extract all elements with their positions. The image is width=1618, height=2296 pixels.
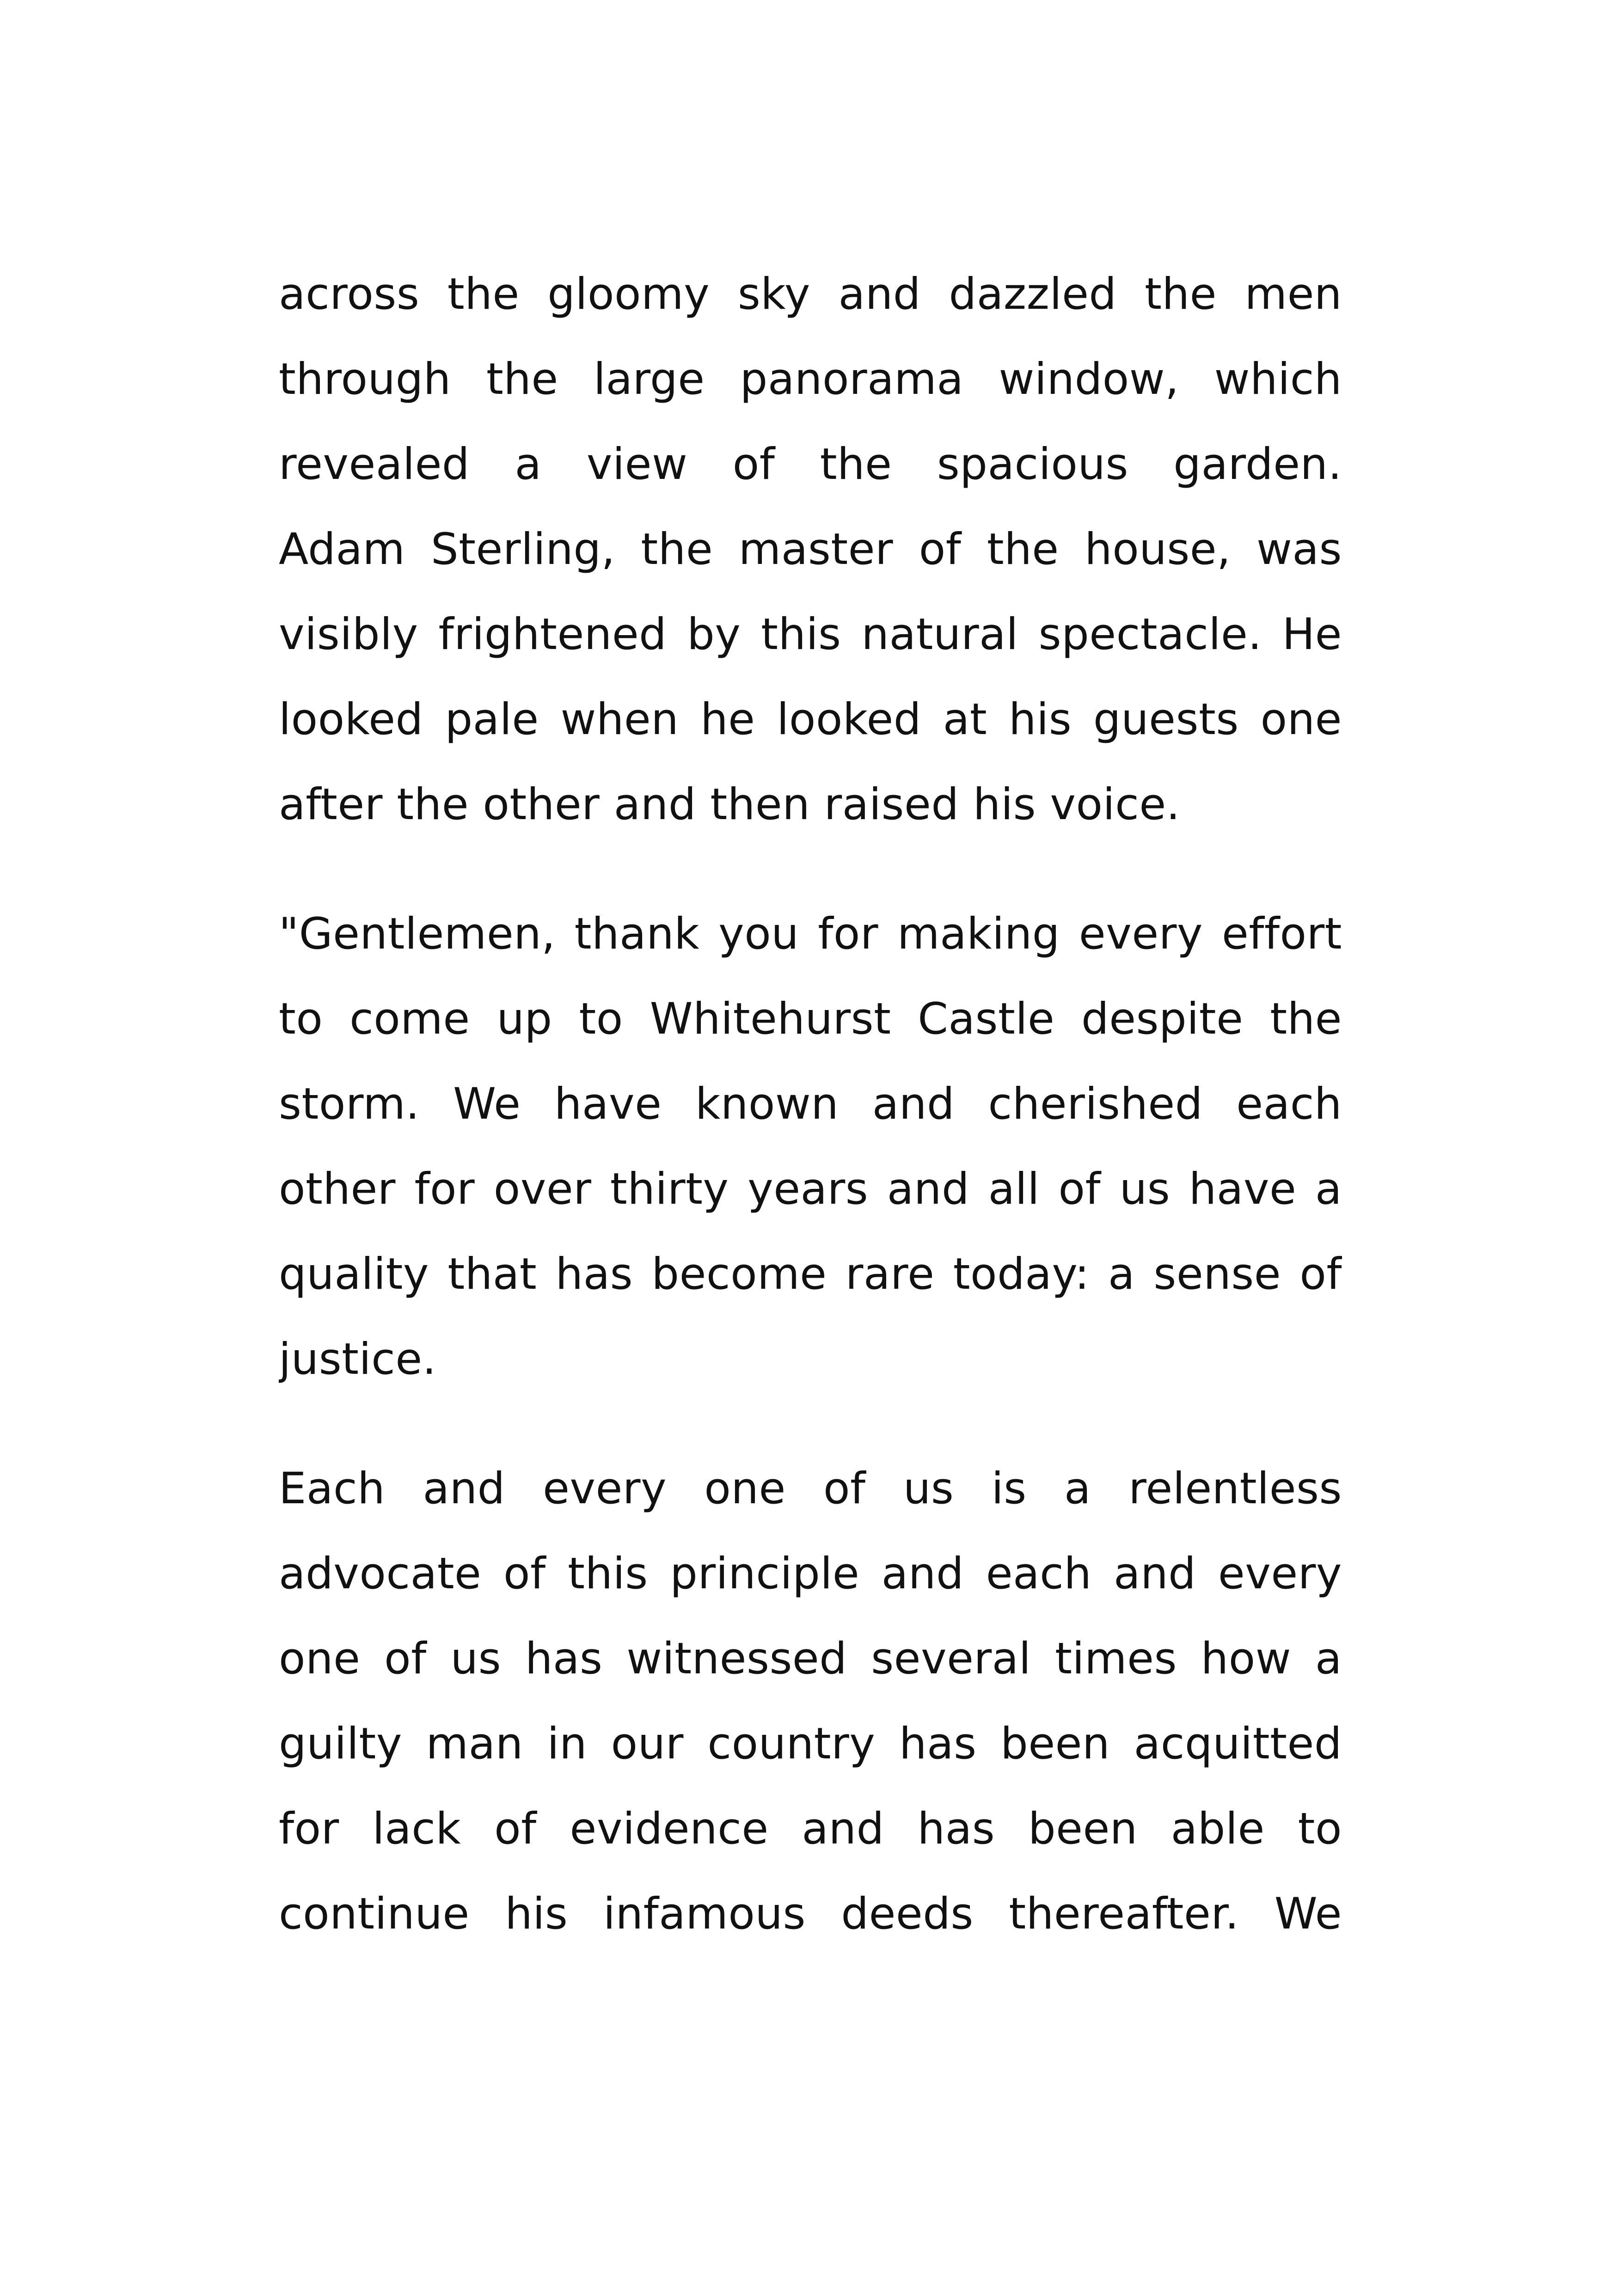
text-line: Adam Sterling, the master of the house, was — [279, 524, 1342, 575]
paragraph-2 — [279, 892, 1342, 1402]
text-line: one of us has witnessed several times how a — [279, 1634, 1342, 1684]
text-line: advocate of this principle and each and every — [279, 1549, 1342, 1599]
text-line: visibly frightened by this natural spectacle. He — [279, 609, 1342, 660]
text-line: "Gentlemen, thank you for making every effort — [279, 909, 1342, 959]
text-line: looked pale when he looked at his guests one — [279, 694, 1342, 745]
paragraph-1 — [279, 252, 1342, 847]
text-line: after the other and then raised his voice. — [279, 779, 1181, 830]
text-line: Each and every one of us is a relentless — [279, 1463, 1342, 1514]
text-line: revealed a view of the spacious garden. — [279, 439, 1342, 490]
text-line: to come up to Whitehurst Castle despite the — [279, 994, 1342, 1044]
text-line: other for over thirty years and all of us have a — [279, 1164, 1342, 1214]
text-line: justice. — [279, 1334, 437, 1384]
body-text — [279, 252, 1342, 2001]
text-line: guilty man in our country has been acquitted — [279, 1719, 1342, 1769]
paragraph-3 — [279, 1446, 1342, 1957]
text-line: quality that has become rare today: a sense of — [279, 1249, 1342, 1299]
text-line: storm. We have known and cherished each — [279, 1079, 1342, 1129]
text-line: continue his infamous deeds thereafter. We — [279, 1889, 1342, 1939]
text-line: for lack of evidence and has been able to — [279, 1804, 1342, 1854]
text-line: through the large panorama window, which — [279, 354, 1342, 404]
text-line: across the gloomy sky and dazzled the men — [279, 269, 1342, 319]
